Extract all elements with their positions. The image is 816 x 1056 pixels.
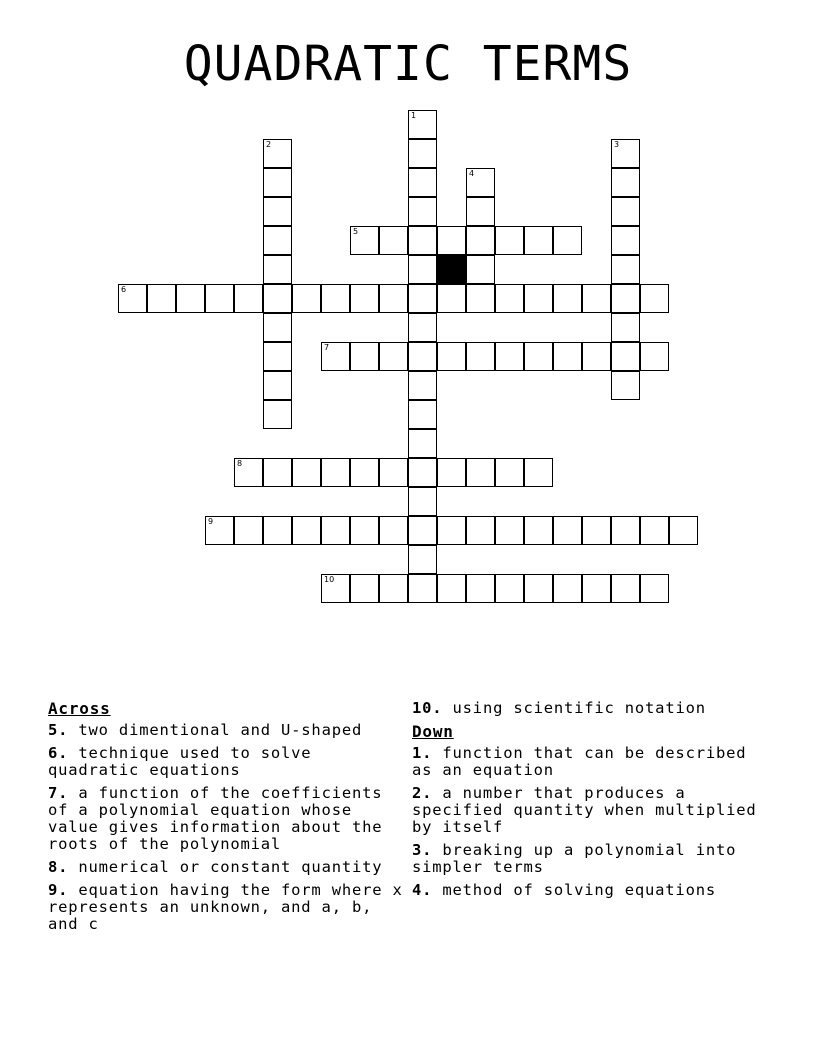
grid-cell[interactable]	[611, 284, 640, 313]
grid-cell[interactable]	[234, 516, 263, 545]
grid-cell[interactable]	[292, 458, 321, 487]
grid-cell[interactable]	[437, 226, 466, 255]
grid-cell[interactable]	[263, 255, 292, 284]
grid-cell[interactable]	[408, 110, 437, 139]
grid-cell[interactable]	[205, 284, 234, 313]
grid-cell[interactable]	[408, 545, 437, 574]
clue-number: 5.	[48, 721, 69, 739]
across-clue-5	[48, 722, 408, 739]
grid-cell[interactable]	[263, 400, 292, 429]
grid-cell[interactable]	[611, 516, 640, 545]
clue-text: using scientific notation	[452, 699, 706, 717]
clue-text: two dimentional and U-shaped	[78, 721, 363, 739]
clue-number-label: 9	[208, 517, 214, 526]
grid-cell[interactable]	[408, 226, 437, 255]
clue-number-label: 4	[469, 169, 475, 178]
grid-cell[interactable]	[524, 342, 553, 371]
grid-cell[interactable]	[263, 168, 292, 197]
grid-cell[interactable]	[263, 516, 292, 545]
down-clue-2	[412, 785, 772, 836]
across-clue-10	[412, 700, 772, 717]
grid-cell[interactable]	[408, 139, 437, 168]
grid-cell[interactable]	[350, 458, 379, 487]
grid-cell[interactable]	[524, 574, 553, 603]
across-clue-6	[48, 745, 408, 779]
grid-cell[interactable]	[147, 284, 176, 313]
grid-cell[interactable]	[379, 284, 408, 313]
grid-cell[interactable]	[611, 342, 640, 371]
grid-cell[interactable]	[466, 197, 495, 226]
grid-cell[interactable]	[553, 342, 582, 371]
grid-cell[interactable]	[466, 574, 495, 603]
grid-cell[interactable]	[669, 516, 698, 545]
grid-cell[interactable]	[582, 284, 611, 313]
grid-cell[interactable]	[263, 313, 292, 342]
grid-cell[interactable]	[524, 284, 553, 313]
grid-cell[interactable]	[379, 458, 408, 487]
grid-cell[interactable]	[582, 516, 611, 545]
grid-cell[interactable]	[408, 487, 437, 516]
grid-cell[interactable]	[321, 284, 350, 313]
grid-cell[interactable]	[408, 371, 437, 400]
grid-cell[interactable]	[176, 284, 205, 313]
grid-cell[interactable]	[263, 371, 292, 400]
clue-text: a function of the coefficients of a polynomial equation whose value gives information about the roots of the polynomial	[48, 784, 383, 853]
clue-text: equation having the form where x represents an unknown, and a, b, and c	[48, 881, 403, 933]
grid-cell[interactable]	[437, 284, 466, 313]
grid-cell[interactable]	[640, 284, 669, 313]
grid-cell[interactable]	[553, 226, 582, 255]
clue-column-right	[412, 700, 772, 905]
clue-text: technique used to solve quadratic equations	[48, 744, 312, 779]
grid-cell[interactable]	[640, 574, 669, 603]
grid-cell[interactable]	[408, 516, 437, 545]
grid-cell[interactable]	[611, 574, 640, 603]
grid-cell[interactable]	[379, 226, 408, 255]
across-clue-9	[48, 882, 408, 933]
grid-cell[interactable]	[321, 574, 350, 603]
grid-cell[interactable]	[495, 574, 524, 603]
grid-cell[interactable]	[408, 197, 437, 226]
puzzle-title: QUADRATIC TERMS	[183, 36, 633, 92]
clue-number-label: 5	[353, 227, 359, 236]
grid-cell[interactable]	[611, 313, 640, 342]
grid-cell[interactable]	[553, 516, 582, 545]
grid-cell[interactable]	[553, 574, 582, 603]
grid-cell[interactable]	[611, 139, 640, 168]
grid-cell[interactable]	[263, 458, 292, 487]
grid-cell[interactable]	[437, 516, 466, 545]
grid-cell[interactable]	[437, 458, 466, 487]
grid-cell[interactable]	[611, 168, 640, 197]
down-clue-1	[412, 745, 772, 779]
clue-number: 1.	[412, 744, 433, 762]
grid-cell[interactable]	[408, 168, 437, 197]
grid-cell[interactable]	[582, 574, 611, 603]
clue-number: 10.	[412, 699, 443, 717]
clue-number: 9.	[48, 881, 69, 899]
grid-cell[interactable]	[466, 168, 495, 197]
grid-cell[interactable]	[466, 342, 495, 371]
grid-cell[interactable]	[263, 139, 292, 168]
grid-cell[interactable]	[437, 342, 466, 371]
grid-cell[interactable]	[350, 284, 379, 313]
clue-number-label: 1	[411, 111, 417, 120]
grid-cell[interactable]	[466, 284, 495, 313]
clue-number: 7.	[48, 784, 69, 802]
grid-cell[interactable]	[408, 342, 437, 371]
grid-cell[interactable]	[611, 197, 640, 226]
grid-cell[interactable]	[640, 516, 669, 545]
clue-number: 3.	[412, 841, 433, 859]
grid-cell[interactable]	[524, 458, 553, 487]
grid-cell[interactable]	[408, 284, 437, 313]
clue-text: breaking up a polynomial into simpler terms	[412, 841, 737, 876]
clue-number-label: 3	[614, 140, 620, 149]
clue-number: 8.	[48, 858, 69, 876]
grid-cell[interactable]	[292, 284, 321, 313]
clue-text: a number that produces a specified quantity when multiplied by itself	[412, 784, 757, 836]
clue-number-label: 7	[324, 343, 330, 352]
clue-number-label: 2	[266, 140, 272, 149]
grid-cell[interactable]	[379, 342, 408, 371]
grid-cell[interactable]	[350, 574, 379, 603]
across-clue-8	[48, 859, 408, 876]
grid-cell[interactable]	[437, 574, 466, 603]
grid-cell[interactable]	[379, 516, 408, 545]
grid-cell[interactable]	[408, 400, 437, 429]
clue-number-label: 10	[324, 575, 335, 584]
grid-cell[interactable]	[321, 342, 350, 371]
clue-text: numerical or constant quantity	[78, 858, 383, 876]
grid-cell[interactable]	[321, 516, 350, 545]
grid-cell[interactable]	[495, 284, 524, 313]
down-clue-3	[412, 842, 772, 876]
across-heading: Across	[48, 699, 111, 718]
grid-cell[interactable]	[263, 226, 292, 255]
grid-cell[interactable]	[611, 371, 640, 400]
grid-cell[interactable]	[321, 458, 350, 487]
grid-cell[interactable]	[640, 342, 669, 371]
grid-cell[interactable]	[292, 516, 321, 545]
grid-cell[interactable]	[466, 255, 495, 284]
grid-cell[interactable]	[408, 255, 437, 284]
grid-cell[interactable]	[350, 516, 379, 545]
grid-cell[interactable]	[350, 342, 379, 371]
grid-cell[interactable]	[118, 284, 147, 313]
clue-number: 4.	[412, 881, 433, 899]
grid-cell[interactable]	[234, 458, 263, 487]
grid-cell[interactable]	[263, 342, 292, 371]
grid-cell[interactable]	[524, 226, 553, 255]
clue-text: method of solving equations	[442, 881, 716, 899]
grid-cell[interactable]	[350, 226, 379, 255]
down-heading: Down	[412, 722, 454, 741]
grid-cell[interactable]	[495, 342, 524, 371]
clue-column-left	[48, 700, 408, 939]
clue-number: 6.	[48, 744, 69, 762]
down-clue-4	[412, 882, 772, 899]
grid-cell[interactable]	[234, 284, 263, 313]
grid-cell[interactable]	[263, 197, 292, 226]
grid-cell[interactable]	[408, 574, 437, 603]
grid-cell[interactable]	[205, 516, 234, 545]
across-clue-7	[48, 785, 408, 853]
grid-cell[interactable]	[466, 226, 495, 255]
clue-number-label: 6	[121, 285, 127, 294]
clue-number: 2.	[412, 784, 433, 802]
grid-cell[interactable]	[495, 226, 524, 255]
grid-cell[interactable]	[263, 284, 292, 313]
grid-cell[interactable]	[553, 284, 582, 313]
grid-cell[interactable]	[495, 516, 524, 545]
grid-cell[interactable]	[611, 255, 640, 284]
grid-cell[interactable]	[408, 458, 437, 487]
grid-cell[interactable]	[466, 516, 495, 545]
grid-cell[interactable]	[379, 574, 408, 603]
grid-cell[interactable]	[466, 458, 495, 487]
grid-cell[interactable]	[408, 429, 437, 458]
grid-cell[interactable]	[524, 516, 553, 545]
clue-number-label: 8	[237, 459, 243, 468]
black-cell	[437, 255, 466, 284]
grid-cell[interactable]	[495, 458, 524, 487]
grid-cell[interactable]	[408, 313, 437, 342]
grid-cell[interactable]	[611, 226, 640, 255]
clue-text: function that can be described as an equation	[412, 744, 747, 779]
grid-cell[interactable]	[582, 342, 611, 371]
